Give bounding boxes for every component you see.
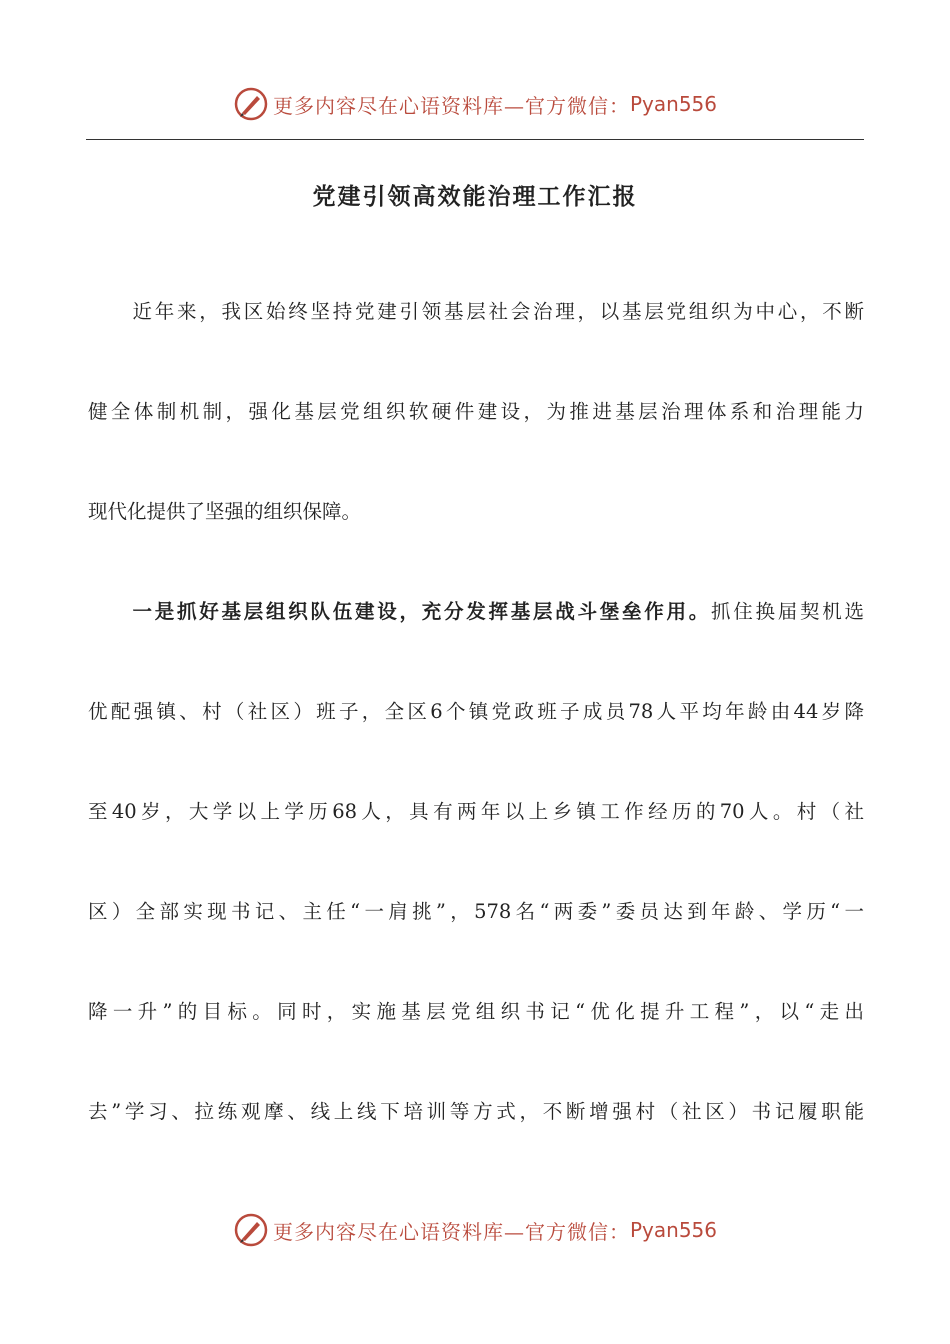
- paragraph-lead-line: [88, 562, 864, 662]
- text-line: 区）全部实现书记、主任“一肩挑”，578名“两委”委员达到年龄、学历“一: [88, 900, 864, 923]
- text-line: 去”学习、拉练观摩、线上线下培训等方式，不断增强村（社区）书记履职能: [88, 1100, 864, 1123]
- footer-banner: [0, 1208, 950, 1252]
- text-line: 近年来，我区始终坚持党建引领基层社会治理，以基层党组织为中心，不断: [88, 300, 864, 323]
- header-divider: [86, 139, 864, 140]
- document-title: 党建引领高效能治理工作汇报: [312, 183, 638, 210]
- banner-wechat-id: Pyan556: [629, 1218, 717, 1242]
- header-banner: [0, 82, 950, 126]
- banner-text: 更多内容尽在心语资料库—官方微信：: [272, 93, 630, 118]
- paragraph-text: 抓住换届契机选: [710, 600, 864, 623]
- text-line: 至40岁，大学以上学历68人，具有两年以上乡镇工作经历的70人。村（社: [88, 800, 864, 823]
- text-line: 优配强镇、村（社区）班子，全区6个镇党政班子成员78人平均年龄由44岁降: [88, 700, 864, 723]
- pen-logo-icon: [233, 1212, 269, 1248]
- banner-text: 更多内容尽在心语资料库—官方微信：: [272, 1219, 630, 1244]
- text-line: 现代化提供了坚强的组织保障。: [88, 500, 362, 523]
- pen-logo-icon: [233, 86, 269, 122]
- text-line: 健全体制机制，强化基层党组织软硬件建设，为推进基层治理体系和治理能力: [88, 400, 864, 423]
- banner-wechat-id: Pyan556: [629, 92, 717, 116]
- text-line: 降一升”的目标。同时，实施基层党组织书记“优化提升工程”，以“走出: [88, 1000, 864, 1023]
- document-body: [88, 262, 864, 1162]
- paragraph-heading: 一是抓好基层组织队伍建设，充分发挥基层战斗堡垒作用。: [88, 600, 711, 623]
